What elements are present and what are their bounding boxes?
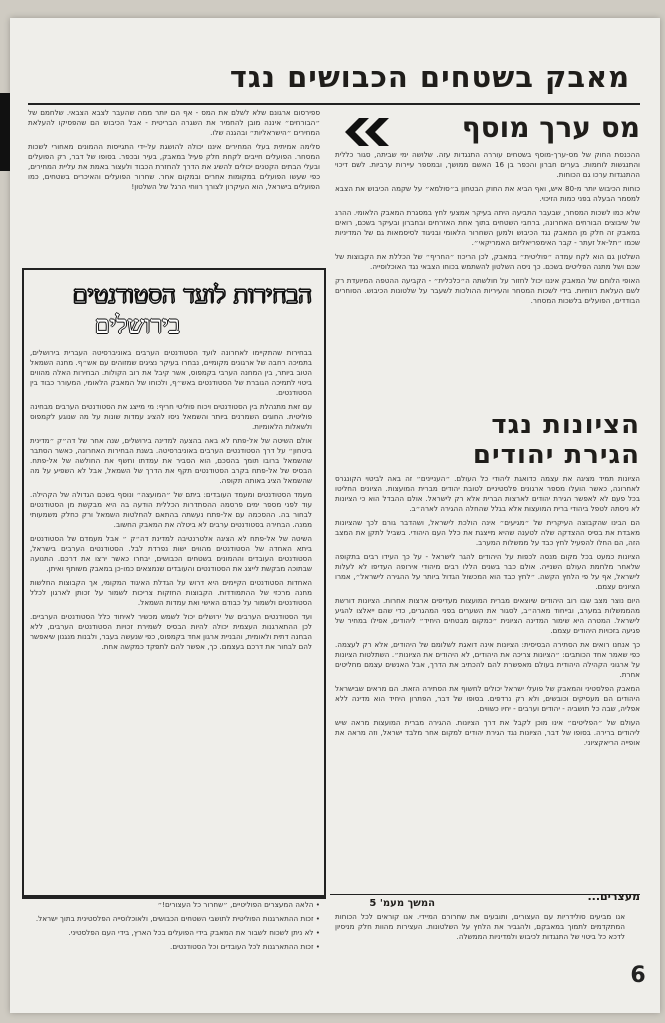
zionism-article-body [335, 474, 640, 894]
elections-paragraph: עם זאת מתנהלת בין הסטודנטים ויכוח פוליטי חריף: מי מייצג את הסטודנטים הערבים מבחינה פוליטית. החוגים השמרנים ביותר והשמאל ניסו להציג עמדות שונות על מה שנוגע לקמפוס ולשאלות הלאומיות. [30, 402, 312, 431]
zionism-paragraph: הם הבינו שהקבוצה העיקרית של ״מגיעים״ אינה הולכת לישראל, ושהדבר גורם לכך שהציונות מאבדת את בסיס ההצדקה שלה לטענה שהיא מייצגת את כלל העם היהודי. בשביל לתקן את המצב הזה, הם החלו להפעיל לחץ כבד על ממשלות המערב. [335, 518, 640, 547]
zionism-paragraph: העולם של ״הפליטים״ אינו מוכן לקבל את דרך הציונות. ההגירה מברית המועצות מראה שיש ליהודים ברירה. בסופו של דבר, הציונות נגד הגירת יהודים למקום אחר מלבד ישראל, וזה מראה את אופייה הריאקציוני. [335, 718, 640, 747]
zionism-paragraph: כך אנחנו רואים את הסתירה הבסיסית: הציונות אינה דואגת לשלומם של היהודים, אלא רק לעצמה. כפי שאמר אחד הכותבים: ״הציונות צריכה את היהודים, לא היהודים את הציונות״. השתלטות הציונות על ארגוני הקהילה היהודית בעולם מאפשרת להם להכתיב את הדרך, אבל האנשים עצמם מחליטים אחרת. [335, 640, 640, 679]
article-vat-column-right [335, 150, 640, 408]
vat-paragraph: ההכנסת החוק של מס-ערך-מוסף בשטחים עוררה התנגדות עזה. שלושה ימי שביתה, סגור כללית והתנגשות לוחמות. בערים חברון והכפר בן 16 האשם ממושך, ובמספר עיירות ערביות. לשם דיכוי ההתנגדות ערכו גם הכוחות. [335, 150, 640, 179]
student-elections-title: הבחירות לועד הסטודנטים [72, 281, 312, 309]
arrests-title: מעצרים... [587, 890, 640, 903]
vat-paragraph: שלא כמו לשכות המסחר, שבעבר התביעה היתה בעיקר אמצעי לחץ במסגרת המאבק הלאומי. ההרג של שיבוצים הבורחים האחרונה, ברחבי השטחים בתוך אחת האזרחים ובחברון ובעיקר בשכם, רואים במאבק זה חלק מן המאבק נגד הכיבוש ולמען השחרור הלאומי ובניגוד לסיסמאות גם של המדיניות שכמו ״תל-אל זעתר - קבר האימפריאליזם האמריקאי״. [335, 208, 640, 247]
elections-paragraph: אולם השיטה של אל-פתח לא באה בהצעה למדינה בירושלים, שנה אחר של דה״ק ״מדינית ביטחון״ על דרך הסטודנטים הערבים באוניברסיטה. בשנת הבחירות האחרונה, כאשר הסתבר שהשמאל ברובו תומך בהסכם, הוא הסביר את עמדתו וחשף את החולשה של אל-פתח. הבסיס של אל-פתח בקרב הסטודנטים תקף את הדרך של השמאל, אבל לא השפיע על מה שהשמאל הציג באותה תקופה. [30, 436, 312, 485]
zionism-paragraph: הציונות כמעט בכל מקום מנסה לכפות על היהודים להגר לישראל - על כך העידו רבים בתקופה שלאחר מלחמת העולם השנייה. אולם כבר בשנים הללו רבים מיהודי אירופה העדיפו לא לעלות לישראל, אף על פי הלחץ הקשה. ״לחץ כבד הוא המכשול הגדול ביותר על ההגירה לישראל״, אמרו הציונים עצמם. [335, 552, 640, 591]
elections-paragraph: האחדות הסטודנטים הקיימים היא דרוש על הגדלת האיגוד המקומי, אך הקבוצות החלשות מחנה מרכזי של ההתמודדות. הקבוצות החזקות צריכות לשמור על זכותן לארגון לכלל הסטודנטים ולשמור על כבודם האישי ואת עמדות השמאל. [30, 578, 312, 607]
double-arrow-icon [345, 118, 393, 146]
demand-item: • הלאה המעצרים הפוליטיים, ״שחרור כל העצורים!״ [157, 900, 320, 909]
zionism-paragraph: היום נוצר מצב שבו רוב היהודים שיוצאים מברית המועצות מעדיפים ארצות אחרות. הציונות דורשת מהממשלות במערב, ובייחוד מארה״ב, לסגור את השערים בפני המהגרים, כדי שהם ייאלצו להגיע לישראל. המטרה היא שימור המדינה הציונית ״כמקום מבטחים היחיד״ ליהודים, אפילו במחיר של פגיעה בזכויות היהודים עצמם. [335, 596, 640, 635]
student-elections-subtitle: בירושלים [94, 311, 180, 339]
elections-paragraph: בבחירות שהתקיימו לאחרונה לועד הסטודנטים הערבים באוניברסיטה העברית בירושלים, בתמיכה רחבה של ארגונים מקומיים, נבחרו בעיקר נציגים שמזוהים עם אש״ף. מחנה השמאל הטוב ביותר, בין המחנה הערבי בקמפוס, אשר קיבל את רוב הקולות. הבחירות האלה מהווים ביטוי לתמיכה הגוברת של הסטודנטים באש״ף, ולכוחו של המאבק הלאומי, המעורר כבוד בין הסטודנטים. [30, 348, 312, 397]
demand-item: • זכות ההתארגנות הפוליטית לתושבי השטחים הכבושים, ולאוכלוסייה הפלסטינית בתוך ישראל. [35, 914, 320, 923]
continuation-note: המשך מעמ' 5 [369, 898, 435, 909]
elections-paragraph: ועד הסטודנטים הערבים של ירושלים יכול לשמש מכשיר לאיחוד כלל הסטודנטים הערביים. לכן ההתארגנות העצמית יכולה להיות הבסיס לשמירת זכויות הסטודנטים הערבים, ללא הבחנה דתית ולאומית, והבניית ארגון אחד בקמפוס, כפי שנעשה בעבר, ולבנות מנגנון שיאפשר להם לבחור את דרכם בעצמם. כך, אפשר להם לתפקד כמקשה אחת. [30, 612, 312, 651]
zionism-article-title: הציונות נגד [491, 410, 640, 440]
demands-list [28, 900, 320, 992]
demand-item: • לא ניתן לשכוח לשבור את המאבק בידי הפועלים בכל הארץ, בידי העם הפלסטיני. [68, 928, 320, 937]
student-elections-body [30, 348, 312, 886]
edge-binding-mark [0, 93, 10, 171]
vat-paragraph: השלטון גם הוא לקח עמדה ״פוליטית״ במאבק, לכן הריכוז ״החריף״ של הכללת את הקבוצות של שכם ושל מתנה הפליטים בשכם. כך ניסה השלטון להשתמש בכוחו הצבאי נגד האוכלוסייה. [335, 252, 640, 271]
vat-paragraph: סלימה אמיתית בעלי המחירים איננו יכולה להושגת על-ידי התגייסות ההמונים מאחורי לשכות המסחר. הפועלים חייבים לקחת חלק פעיל במאבק, בעיר ובכפר. בסופו של דבר, רק הפועלים ובעלי הבתים הקטנים יכולים להשיג את הדרך להחזרת הכבוד ולעצור באמת את עליית המחירים, כפי שעשו הפועלים במקומות אחרים ובמקום אחר. שחרור הפועלים והאיכרים בשטחים, כמו הפועלים בישראל, הוא העיקרון לצורך רווחי הרגל של השלטון! [28, 142, 320, 191]
vat-paragraph: כוחות הכיבוש יותר מ-80 איש, ואף הביא את החוק הבטחון ב״סולמא״ על שקמה הכיבוש את הצבא למסמר הבעלה בפני כמות הזיכוי. [335, 184, 640, 203]
headline-rule [28, 103, 640, 105]
page-number: 6 [630, 963, 646, 988]
vat-paragraph: ספירסום ארגונם שלא לשלם את המס - אף הם יותר ממה שהעבר לצבא הצבאי. שלחמם של ״הבורחים״ איננה מובן להחמיר את השגרה הבריטית - אבל הכיבוש הם שהפסיקו להעלאת המחירים ״הישראליות״ ובהגנה שלו. [28, 108, 320, 137]
arrests-body [335, 912, 625, 992]
zionism-paragraph: המאבק הפלסטיני והמאבק של פועלי ישראל יכולים לחשוף את הסתירה הזאת. הם מראים שבישראל היהודים הם מעסיקים וכובשים, ולא רק נרדפים. בסופו של דבר, הפתרון היחיד הוא מדינה ללא אפליה, שבה כל תושביה - יהודים וערבים - יחיו כשווים. [335, 684, 640, 713]
arrests-paragraph: אנו מביעים סולידריות עם העצורים, ותובעים את שחרורם המיידי. אנו קוראים לכל הכוחות המתקדמים לתמוך במאבקם, ולהגביר את הלחץ על השלטונות. העצירות מהוות חלק מניסיון לדכא כל ביטוי של התנגדות לכיבוש ולמדיניות הממשלה. [335, 912, 625, 941]
zionism-article-subtitle: הגירת יהודים [472, 440, 640, 470]
article-vat-title: מס ערך מוסף [461, 111, 640, 144]
main-headline: מאבק בשטחים הכבושים נגד [229, 60, 631, 94]
demand-item: • זכות ההתארגנות לכל העובדים וכל הסטודנטים. [170, 942, 320, 951]
elections-paragraph: מעמד הסטודנטים ומעמד העובדים: ביתם של ״המועצה״ ונוסף בשכם הגדולה של הקהילה. עוד לפני מספר ימים פרסמה ההסתדרות הכללית הודעה בה היא מבקשת מן הסטודנטים לבחור בה. ההסכמה עם אל-פתח נעשתה בהתאם להחלטות השמאל ורק כחלק משמעותי ממנה. הבחירה בסטודנטים ערבים לא ביטלה את המאבק החשוב. [30, 490, 312, 529]
zionism-paragraph: הציונות תמיד מציגה את עצמה כדואגת ליהודי כל העולם. ״העניינים״ זה באה לביטוי הקונגרס לאחרונה, כאשר הועלו מספר ארגונים פלסטיניים לטובת יהודים מברית המועצות. הציונים החליטו בכל פעם לא לאפשר הגירת יהודים לארצות הברית אלא רק לישראל. אולם ההבדל הוא כי הציונות לא ניסתה לטפל ביהודי ברית המועצות אלא בגלל שהחלה ההגירה לארה״ב. [335, 474, 640, 513]
elections-paragraph: השיטה של אל-פתח לא הציגה אלטרנטיבה למדינת דה״ק ״ אבל מעמדם של הסטודנטים ביתא האחדה של הסטודנטים מהווים ישות נפרדת לבל. הסטודנטים הערבים בישראל, הסטודנטים העובדים וההמונים בשטחים הכבושים, יבחרו כאשר ירצו את דרכם. התנועה שבתוכה מבקשת לייצג את הסטודנטים והעובדים שנמצאים כמו-כן במאבק משותף ואיתן. [30, 534, 312, 573]
vat-paragraph: האופי הלוחם של המאבק איננו יכול לחזור על חולשתה ה״כלכלית״ - הקביעה ההטפה המיועדת רק לשם העלאת רווחיות. בידי לשכות המסחר והעיריות ההולכות לשעבר על שלטונות הכיבוש. הסוחרים הבודדים, הפועלים בלשכות המסחר. [335, 276, 640, 305]
